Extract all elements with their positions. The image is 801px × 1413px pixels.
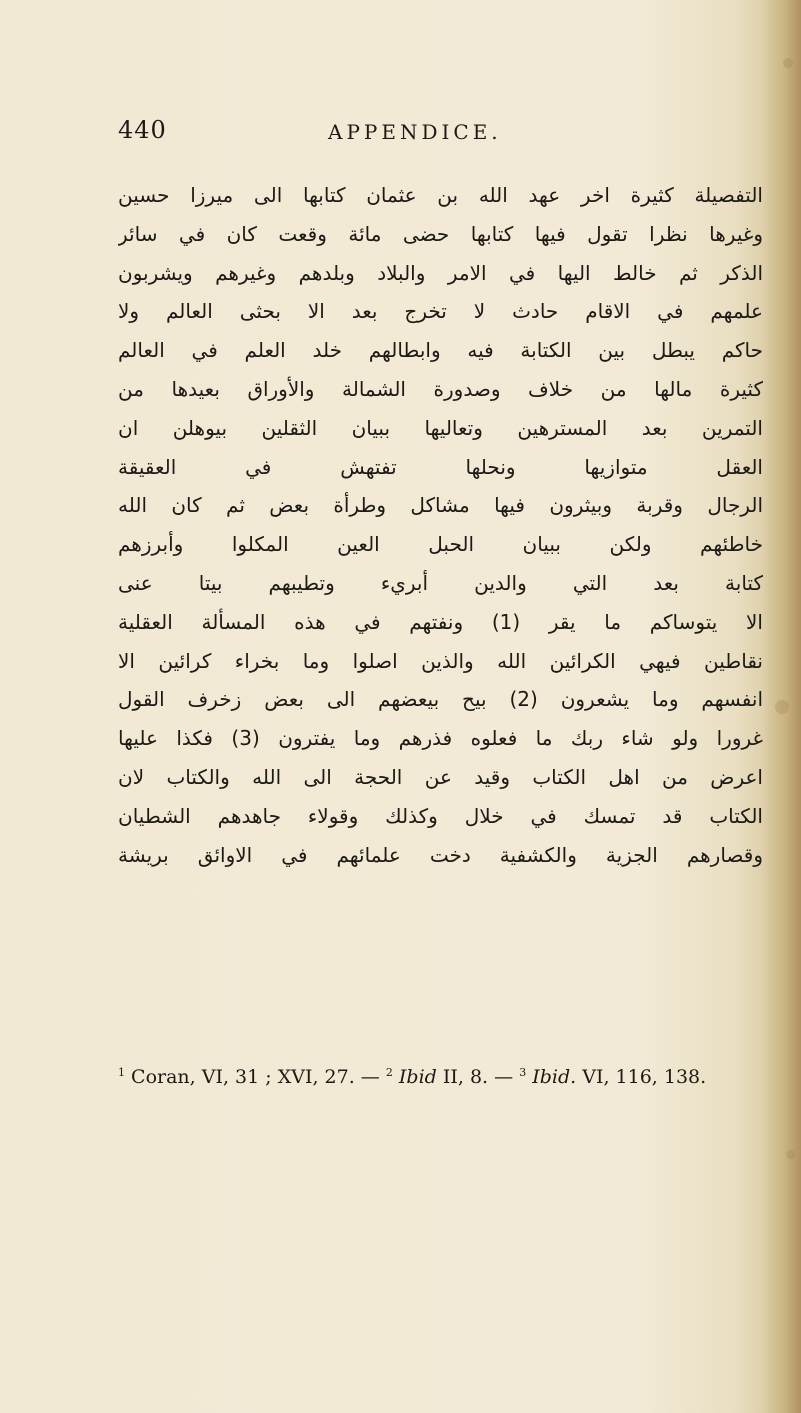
- text-line: وغيرها نظرا تقول فيها كتابها حضى مائة وقعت كان في سائر: [118, 221, 763, 246]
- running-head: APPENDICE.: [328, 120, 502, 144]
- text-line: الا يتوساكم ما يقر (1) ونفتهم في هذه المسألة العقلية: [118, 609, 763, 634]
- footnote-marker: 1: [118, 1066, 125, 1079]
- footnotes: [118, 1066, 763, 1088]
- footnote-separator: —: [354, 1066, 386, 1088]
- footnote-separator: —: [488, 1066, 520, 1088]
- text-line: العقل متوازيها ونحلها تفتهش في العقيقة: [118, 454, 763, 479]
- text-line: الذكر ثم خالط اليها في الامر والبلاد وبلدهم وغيرهم ويشربون: [118, 260, 763, 285]
- paper-spot: [783, 58, 793, 68]
- footnote-marker: 2: [385, 1066, 393, 1079]
- text-line: اعرض من اهل الكتاب وقيد عن الحجة الى الله والكتاب لان: [118, 764, 763, 789]
- footnote-ibid: Ibid.: [532, 1066, 577, 1088]
- text-line: انفسهم وما يشعرون (2) بيح بيعضهم الى بعض زخرف القول: [118, 687, 763, 712]
- text-line: خاطئهم ولكن ببيان الحبل العين المكلوا وأبرزهم: [118, 532, 763, 557]
- paper-spot: [786, 1150, 795, 1159]
- text-line: علمهم في الاقام حادث لا تخرج بعد الا بحثى العالم ولا: [118, 299, 763, 324]
- text-line: غرورا ولو شاء ربك ما فعلوه فذرهم وما يفترون (3) فكذا عليها: [118, 726, 763, 751]
- footnote-text: Coran, VI, 31 ; XVI, 27.: [131, 1066, 355, 1088]
- page-header: [118, 116, 758, 150]
- footnote-text: VI, 116, 138.: [576, 1066, 707, 1088]
- page-number: 440: [118, 116, 167, 144]
- footnote-text: II, 8.: [436, 1066, 489, 1088]
- text-line: حاكم يبطل بين الكتابة فيه وابطالهم خلد العلم في العالم: [118, 338, 763, 363]
- arabic-body-text: [118, 176, 763, 874]
- text-line: وقصارهم الجزية والكشفية دخت علمائهم في الاوائق بريشة: [118, 842, 763, 867]
- paper-spot: [775, 700, 789, 714]
- text-line: نقاطين فيهي الكرائين الله والذين اصلوا وما بخراء كرائين الا: [118, 648, 763, 673]
- footnote-marker: 3: [519, 1066, 527, 1079]
- text-line: الرجال وقربة وبيثرون فيها مشاكل وطرأة بعض ثم كان الله: [118, 493, 763, 518]
- text-line: التمرين بعد المسترهين وتعاليها ببيان الثقلين بيوهلن ان: [118, 415, 763, 440]
- footnote-ibid: Ibid: [398, 1066, 437, 1088]
- text-line: كتابة بعد التي والدين أبريء وتطيبهم بيتا عنى: [118, 570, 763, 595]
- text-line: كثيرة مالها من خلاف وصدورة الشمالة والأوراق بعيدها من: [118, 376, 763, 401]
- text-line: الكتاب قد تمسك في خلال وكذلك وقولاء جاهدهم الشطيان: [118, 803, 763, 828]
- text-line: التفصيلة كثيرة اخر عهد الله بن عثمان كتابها الى ميرزا حسين: [118, 183, 763, 207]
